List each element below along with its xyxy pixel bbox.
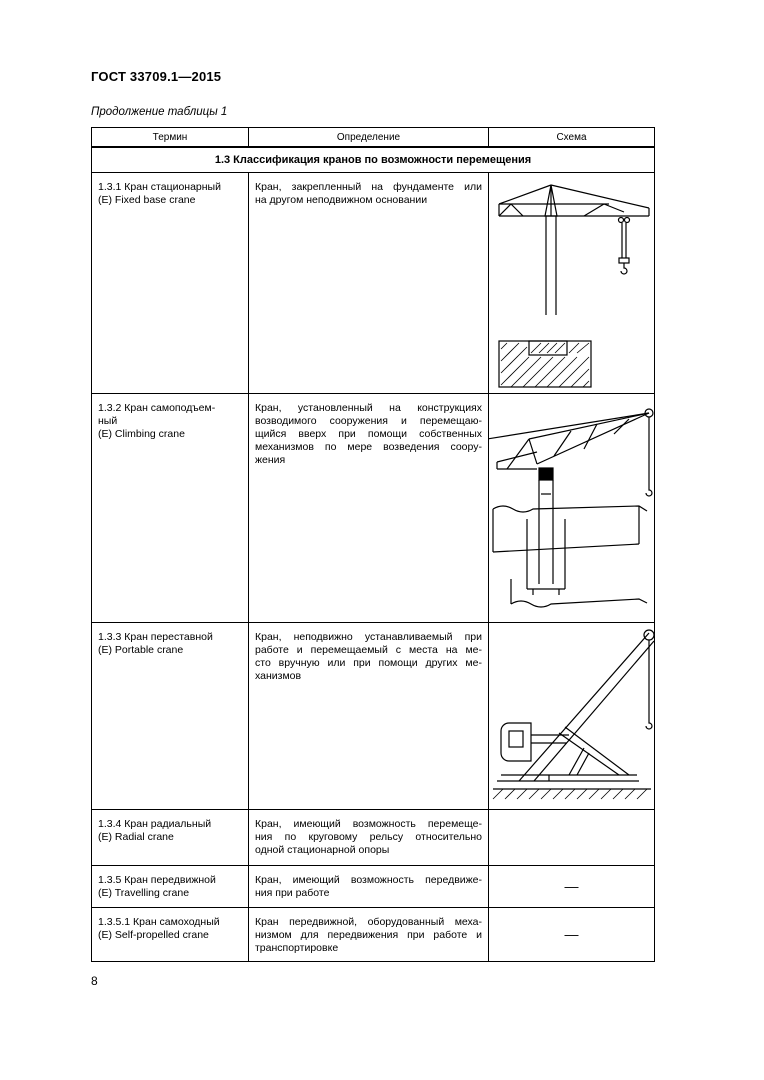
fixed-base-crane-drawing: [489, 173, 655, 393]
definition-line: сто вручную или при помощи других ме-: [255, 657, 482, 669]
term-ru: 1.3.1 Кран стационарный: [98, 181, 221, 193]
definition-line: ния по круговому рельсу относительно: [255, 831, 482, 843]
definition-line: Кран, имеющий возможность передвиже-: [255, 874, 482, 886]
term-ru: ный: [98, 415, 118, 427]
table-row: [92, 623, 655, 810]
terms-table: [91, 127, 654, 962]
term-ru: 1.3.4 Кран радиальный: [98, 818, 212, 830]
table-row: [92, 908, 655, 962]
definition-line: возводимого сооружения и перемещаю-: [255, 415, 482, 427]
term-ru: 1.3.5.1 Кран самоходный: [98, 916, 220, 928]
definition-line: низмом для передвижения при работе и: [255, 929, 482, 941]
definition-cell: [249, 866, 489, 908]
term-en: (E) Self-propelled crane: [98, 929, 209, 941]
page-number: 8: [91, 974, 98, 988]
term-ru: 1.3.3 Кран переставной: [98, 631, 213, 643]
definition-line: ханизмов: [255, 670, 302, 682]
table-row: [92, 394, 655, 623]
definition-line: щийся вверх при помощи собственных: [255, 428, 482, 440]
definition-line: одной стационарной опоры: [255, 844, 390, 856]
table-row: [92, 810, 655, 866]
table-row: [92, 173, 655, 394]
definition-cell: [249, 810, 489, 866]
term-en: (E) Climbing crane: [98, 428, 185, 440]
column-header-term: Термин: [92, 128, 249, 148]
scheme-cell: [489, 173, 655, 394]
scheme-cell: [489, 810, 655, 866]
term-cell: [92, 810, 249, 866]
definition-cell: [249, 173, 489, 394]
term-cell: [92, 623, 249, 810]
scheme-cell: —: [489, 866, 655, 908]
scheme-cell: [489, 623, 655, 810]
definition-line: на другом неподвижном основании: [255, 194, 428, 206]
scheme-cell: [489, 394, 655, 623]
definition-cell: [249, 908, 489, 962]
term-en: (E) Portable crane: [98, 644, 184, 656]
portable-crane-drawing: [489, 623, 655, 809]
definition-cell: [249, 623, 489, 810]
definition-line: работе и перемещаемый с места на ме-: [255, 644, 482, 656]
table-row: [92, 866, 655, 908]
definition-line: ния при работе: [255, 887, 330, 899]
definition-line: Кран, неподвижно устанавливаемый при: [255, 631, 482, 643]
term-cell: [92, 394, 249, 623]
definition-line: Кран, закрепленный на фундаменте или: [255, 181, 482, 193]
term-en: (E) Travelling crane: [98, 887, 190, 899]
scheme-cell: —: [489, 908, 655, 962]
term-cell: [92, 908, 249, 962]
term-cell: [92, 866, 249, 908]
term-cell: [92, 173, 249, 394]
term-ru: 1.3.2 Кран самоподъем-: [98, 402, 216, 414]
section-row: [92, 147, 655, 173]
term-ru: 1.3.5 Кран передвижной: [98, 874, 216, 886]
table-header-row: [92, 128, 655, 148]
column-header-scheme: Схема: [489, 128, 655, 148]
term-en: (E) Radial crane: [98, 831, 174, 843]
section-title: 1.3 Классификация кранов по возможности перемещения: [92, 147, 655, 173]
standard-header: ГОСТ 33709.1—2015: [91, 69, 222, 84]
climbing-crane-drawing: [489, 394, 655, 622]
definition-line: Кран, имеющий возможность перемеще-: [255, 818, 482, 830]
definition-cell: [249, 394, 489, 623]
definition-line: транспортировке: [255, 942, 339, 954]
definition-line: Кран, установленный на конструкциях: [255, 402, 482, 414]
term-en: (E) Fixed base crane: [98, 194, 196, 206]
definition-line: жения: [255, 454, 286, 466]
table-continuation-caption: Продолжение таблицы 1: [91, 106, 228, 118]
definition-line: Кран передвижной, оборудованный меха-: [255, 916, 482, 928]
definition-line: механизмов по мере возведения соору-: [255, 441, 482, 453]
column-header-definition: Определение: [249, 128, 489, 148]
